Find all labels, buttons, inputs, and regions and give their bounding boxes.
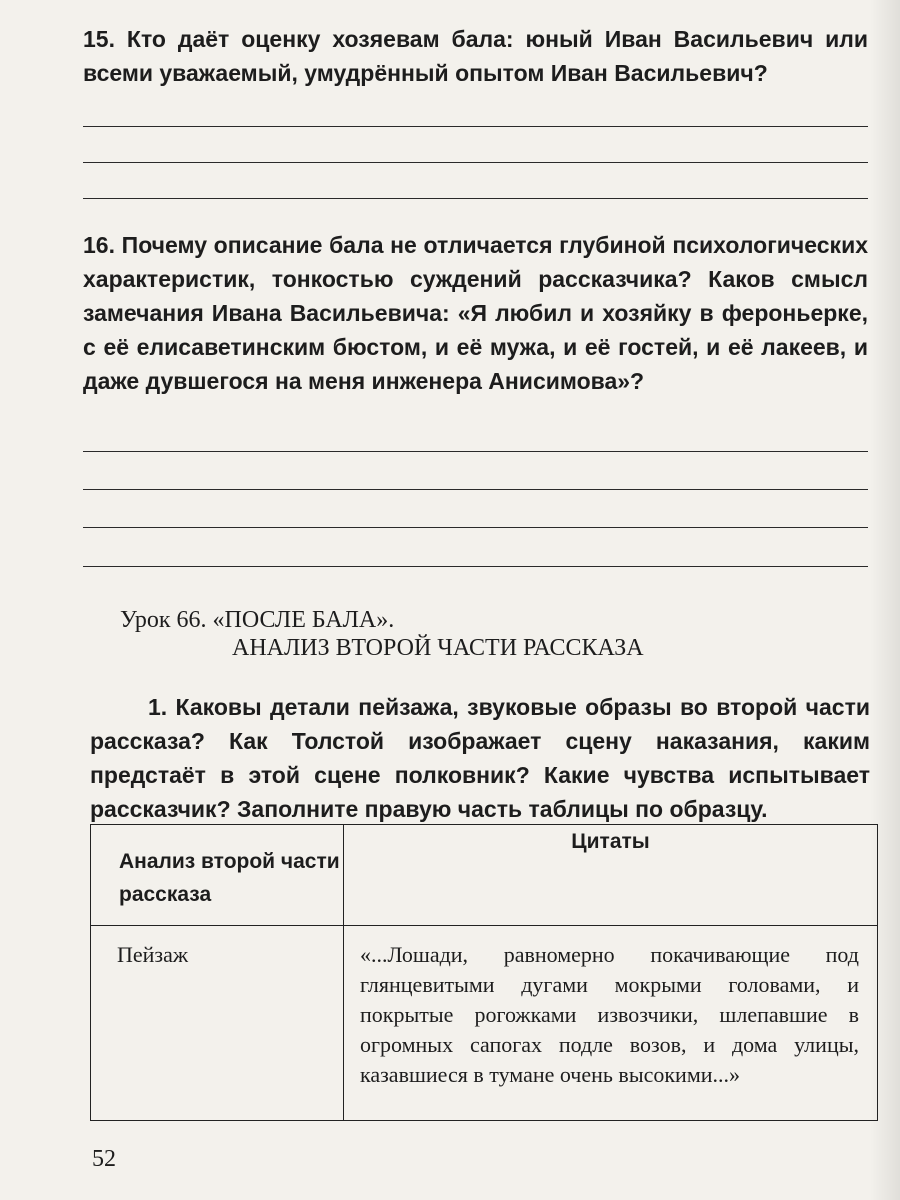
answer-line[interactable] xyxy=(83,162,868,163)
question-15-text: Кто даёт оценку хозяевам бала: юный Иван Васильевич или всеми уважаемый, умудрённый опытом Иван Васильевич? xyxy=(83,26,868,86)
question-15 xyxy=(83,22,868,90)
lesson-subtitle: АНАЛИЗ ВТОРОЙ ЧАСТИ РАССКАЗА xyxy=(232,635,644,661)
question-15-number: 15. xyxy=(83,26,115,52)
table-cell-aspect: Пейзаж xyxy=(91,926,344,1121)
table-header-row xyxy=(91,825,878,926)
lesson-title: Урок 66. «ПОСЛЕ БАЛА». xyxy=(120,607,395,633)
answer-line[interactable] xyxy=(83,489,868,490)
question-16 xyxy=(83,228,868,398)
table-cell-quote: «...Лошади, равномерно покачивающие под глянцевитыми дугами мокрыми головами, и покрытые рогожками извозчики, шлепавшие в огромных сапогах подле возов, и дома улицы, казавшиеся в тумане очень высокими...» xyxy=(344,926,878,1121)
question-16-number: 16. xyxy=(83,232,115,258)
question-1-number: 1. xyxy=(148,694,168,720)
page-number: 52 xyxy=(92,1146,116,1172)
answer-line[interactable] xyxy=(83,198,868,199)
question-16-text: Почему описание бала не отличается глубиной психологических характеристик, тонкостью суждений рассказчика? Каков смысл замечания Ивана Васильевича: «Я любил и хозяйку в фероньерке, с её елисаветинским бюстом, и её мужа, и её гостей, и её лакеев, и даже дувшегося на меня инженера Анисимова»? xyxy=(83,232,869,394)
question-1 xyxy=(90,690,870,826)
answer-line[interactable] xyxy=(83,451,868,452)
question-1-text: Каковы детали пейзажа, звуковые образы во второй части рассказа? Как Толстой изображает сцену наказания, каким предстаёт в этой сцене полковник? Какие чувства испытывает рассказчик? Заполните правую часть таблицы по образцу. xyxy=(90,694,870,822)
analysis-table xyxy=(90,824,878,1121)
answer-line[interactable] xyxy=(83,126,868,127)
answer-line[interactable] xyxy=(83,566,868,567)
table-header-aspect: Анализ второй части рассказа xyxy=(91,825,344,926)
answer-line[interactable] xyxy=(83,527,868,528)
table-header-quotes: Цитаты xyxy=(344,825,878,926)
table-row xyxy=(91,926,878,1121)
